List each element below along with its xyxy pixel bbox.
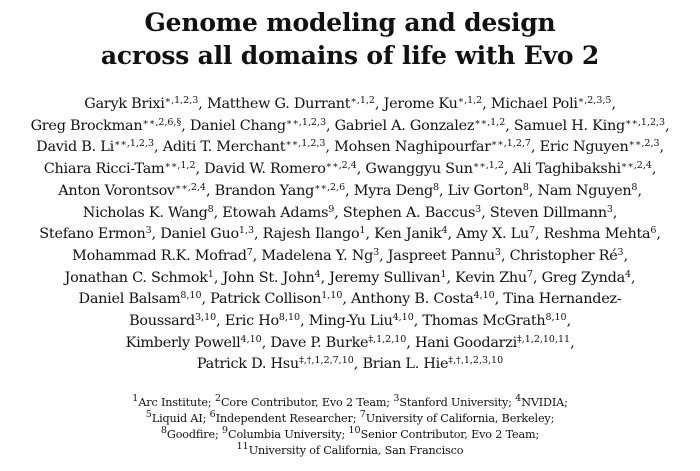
- affiliation-number: 3: [393, 393, 400, 405]
- author-line: [18, 116, 682, 138]
- author-name: Eric Ho: [224, 313, 279, 330]
- author: [261, 248, 387, 264]
- author-affiliation-marks: 7: [246, 246, 253, 258]
- author-name: Rajesh Ilango: [262, 226, 360, 243]
- author-separator: ,: [494, 291, 504, 308]
- author-separator: ,: [623, 247, 628, 264]
- author-affiliation-marks: 1: [440, 268, 447, 280]
- author-affiliation-marks: ∗,1,2: [457, 95, 483, 106]
- author-name: Garyk Brixi: [84, 96, 165, 112]
- author-affiliation-marks: 8,10: [180, 290, 202, 302]
- author-name: Brandon Yang: [214, 182, 315, 199]
- author-separator: ,: [342, 291, 352, 308]
- author-name: Nicholas K. Wang: [82, 204, 208, 221]
- author-separator: ,: [505, 117, 514, 134]
- affiliation-name: NVIDIA;: [521, 396, 568, 410]
- author-line: [18, 354, 682, 376]
- author: [540, 139, 664, 155]
- author-affiliation-marks: ∗∗,1,2: [472, 160, 504, 172]
- author-separator: ,: [213, 269, 223, 286]
- author: [215, 183, 354, 199]
- author-name: Tina Hernandez-: [503, 291, 622, 308]
- author-separator: ,: [530, 139, 540, 156]
- author-affiliation-marks: 8: [207, 203, 214, 215]
- affiliation-name: Goodfire;: [166, 427, 222, 441]
- author-name: Michael Poli: [490, 96, 578, 112]
- author-name: David B. Li: [36, 139, 114, 156]
- author-affiliation-marks: ∗∗,2,3: [628, 138, 660, 150]
- author-separator: ,: [320, 269, 330, 286]
- author: [384, 96, 491, 112]
- author-affiliation-marks: 8,10: [545, 312, 567, 324]
- author-line: [18, 289, 682, 311]
- author-separator: ,: [406, 334, 415, 351]
- author-separator: ,: [612, 204, 618, 221]
- author-separator: ,: [353, 356, 363, 373]
- author-separator: ,: [503, 161, 513, 178]
- author-affiliation-marks: 3: [475, 203, 482, 215]
- author-separator: ,: [252, 247, 262, 264]
- author: [388, 248, 510, 264]
- author-affiliation-marks: ∗,1,2,3: [164, 95, 199, 106]
- author-separator: ,: [154, 139, 163, 156]
- author-name: Christopher Ré: [509, 247, 618, 264]
- affiliation-line: [0, 395, 700, 411]
- author-name: Stefano Ermon: [39, 226, 146, 243]
- author-name: Patrick D. Hsu: [196, 356, 299, 373]
- author-affiliation-marks: ∗∗,1,2,3: [113, 138, 155, 150]
- author-separator: ,: [528, 182, 538, 199]
- author-line: [18, 203, 682, 225]
- author-affiliation-marks: ‡,†,1,2,7,10: [298, 355, 354, 367]
- author-separator: ,: [566, 313, 571, 330]
- author: [190, 118, 335, 134]
- author: [513, 161, 657, 177]
- author-name: Gabriel A. Gonzalez: [334, 117, 475, 134]
- author-name: Ming-Yu Liu: [308, 313, 393, 330]
- author-affiliation-marks: ∗∗,1,2: [474, 116, 506, 128]
- affiliation-name: Independent Researcher;: [215, 411, 360, 425]
- author-separator: ,: [413, 313, 423, 330]
- author-separator: ,: [261, 334, 271, 351]
- author-separator: ,: [195, 161, 205, 178]
- author-separator: ,: [254, 226, 263, 243]
- author-name: Stephen A. Baccus: [342, 204, 476, 221]
- paper-title: [0, 6, 700, 72]
- title-line: across all domains of life with Evo 2: [100, 41, 600, 70]
- author-name: Matthew G. Durrant: [206, 96, 351, 112]
- author-name: Myra Deng: [353, 182, 433, 199]
- author: [222, 205, 343, 221]
- author-affiliation-marks: 3: [617, 246, 624, 258]
- author-separator: ,: [481, 204, 490, 221]
- author-separator: ,: [570, 334, 575, 351]
- author-affiliation-marks: 1,10: [321, 290, 343, 302]
- author: [422, 313, 571, 329]
- author-name: Etowah Adams: [222, 204, 329, 221]
- author-separator: ,: [213, 204, 223, 221]
- author-name: Gwanggyu Sun: [365, 161, 473, 178]
- author-affiliation-marks: ∗∗,1,2,3: [285, 138, 326, 150]
- author-line: [18, 268, 682, 290]
- author: [334, 139, 540, 155]
- author-separator: ,: [631, 269, 636, 286]
- affiliation-number: 7: [359, 408, 366, 420]
- author-list: [18, 94, 682, 376]
- author: [351, 291, 503, 307]
- author-name: Brian L. Hie: [362, 356, 449, 373]
- author: [365, 161, 512, 177]
- author-separator: ,: [500, 247, 510, 264]
- affiliation-number: 8: [160, 424, 167, 436]
- author-separator: ,: [201, 291, 211, 308]
- author-separator: ,: [439, 182, 448, 199]
- affiliation-number: 10: [348, 424, 361, 436]
- author-name: Ali Taghibakshi: [512, 161, 621, 178]
- author-name: Ken Janik: [374, 226, 442, 243]
- author-name: Liv Gorton: [447, 182, 523, 199]
- author-separator: ,: [216, 313, 225, 330]
- author-name: Dave P. Burke: [270, 334, 369, 351]
- author-name: Anton Vorontsov: [58, 182, 175, 199]
- affiliation-name: Liquid AI;: [151, 411, 210, 425]
- affiliation-name: University of California, San Francisco: [248, 443, 464, 457]
- author: [354, 183, 448, 199]
- author-affiliation-marks: 4: [624, 268, 632, 280]
- author-affiliation-marks: 1: [207, 268, 214, 280]
- author: [129, 313, 225, 329]
- author-name: Boussard: [129, 313, 196, 330]
- author: [538, 183, 642, 199]
- affiliation-number: 11: [236, 440, 249, 452]
- author-separator: ,: [374, 96, 384, 112]
- author: [79, 291, 211, 307]
- author: [309, 313, 423, 329]
- author-affiliation-marks: 8: [432, 181, 440, 193]
- author: [65, 270, 223, 286]
- author-affiliation-marks: 4: [314, 268, 321, 280]
- author-line: [18, 311, 682, 333]
- affiliation-number: 2: [214, 393, 221, 405]
- affiliation-list: [0, 395, 700, 458]
- author: [39, 226, 160, 242]
- author-name: Patrick Collison: [210, 291, 322, 308]
- author-affiliation-marks: 4,10: [473, 290, 495, 302]
- author: [335, 118, 514, 134]
- author: [58, 183, 214, 199]
- author-separator: ,: [659, 139, 664, 156]
- author-affiliation-marks: 8,10: [278, 312, 301, 324]
- author-name: Kimberly Powell: [125, 334, 241, 351]
- author: [207, 96, 384, 112]
- author-affiliation-marks: ∗∗,2,4: [174, 181, 206, 193]
- affiliation-name: University of California, Berkeley;: [365, 411, 555, 425]
- author-separator: ,: [334, 204, 343, 221]
- author: [448, 183, 538, 199]
- author-separator: ,: [379, 247, 388, 264]
- author: [270, 335, 415, 351]
- author-separator: ,: [356, 161, 366, 178]
- author: [197, 356, 363, 372]
- author-affiliation-marks: ∗∗,1,2,7: [490, 138, 531, 150]
- author-affiliation-marks: 9: [328, 203, 335, 215]
- affiliation-number: 1: [132, 393, 139, 405]
- author-affiliation-marks: 4: [441, 225, 448, 237]
- author: [83, 205, 223, 221]
- affiliation-number: 4: [515, 393, 522, 405]
- author-affiliation-marks: 6: [650, 225, 657, 237]
- author-separator: ,: [482, 96, 491, 112]
- affiliation-name: Senior Contributor, Evo 2 Team;: [360, 427, 540, 441]
- author-separator: ,: [300, 313, 309, 330]
- author-name: Aditi T. Merchant: [162, 139, 286, 156]
- author-line: [18, 224, 682, 246]
- author-separator: ,: [656, 226, 661, 243]
- author-affiliation-marks: ‡,1,2,10,11: [516, 333, 571, 345]
- author-line: [18, 94, 682, 116]
- author: [31, 118, 190, 134]
- author-separator: ,: [637, 182, 642, 199]
- author: [126, 335, 271, 351]
- author: [542, 270, 636, 286]
- author-separator: ,: [447, 226, 457, 243]
- author-affiliation-marks: ∗∗,1,2,3: [624, 116, 666, 128]
- author-name: Jaspreet Pannu: [387, 247, 495, 264]
- author-affiliation-marks: 7: [526, 268, 533, 280]
- author-separator: ,: [446, 269, 456, 286]
- author-name: Nam Nguyen: [537, 182, 632, 199]
- author-name: Jerome Ku: [383, 96, 458, 112]
- author-affiliation-marks: 3,10: [195, 312, 217, 324]
- author-separator: ,: [345, 182, 354, 199]
- affiliation-line: [0, 424, 700, 443]
- author-name: Eric Nguyen: [539, 139, 629, 156]
- author: [263, 226, 374, 242]
- author-name: Greg Brockman: [30, 117, 143, 134]
- author-separator: ,: [325, 139, 335, 156]
- author-separator: ,: [665, 117, 670, 134]
- author-name: Jonathan C. Schmok: [64, 269, 208, 286]
- author-affiliation-marks: 4,10: [392, 312, 414, 324]
- author-affiliation-marks: ‡,1,2,10: [368, 333, 407, 345]
- author: [510, 248, 628, 264]
- author-name: Reshma Mehta: [543, 226, 651, 243]
- author-separator: ,: [326, 117, 335, 134]
- author-name: Anthony B. Costa: [351, 291, 474, 308]
- affiliation-number: 5: [145, 408, 152, 420]
- author-affiliation-marks: 3: [606, 203, 613, 215]
- author-name: Mohsen Naghipourfar: [334, 139, 491, 156]
- author-name: Daniel Chang: [189, 117, 286, 134]
- author-line: [18, 181, 682, 203]
- author: [343, 205, 490, 221]
- author-affiliation-marks: 4,10: [240, 333, 262, 345]
- author-name: Amy X. Lu: [456, 226, 529, 243]
- author-affiliation-marks: 7: [528, 225, 535, 237]
- author-name: Madelena Y. Ng: [261, 247, 374, 264]
- author: [163, 139, 334, 155]
- author-separator: ,: [651, 161, 657, 178]
- author-line: [18, 159, 682, 181]
- author-affiliation-marks: 3: [145, 225, 152, 237]
- author: [84, 96, 207, 112]
- author-line: [18, 246, 682, 268]
- title-line: Genome modeling and design: [144, 8, 556, 37]
- affiliation-number: 6: [209, 408, 216, 420]
- author-affiliation-marks: ∗∗,2,6: [314, 181, 346, 193]
- author: [225, 313, 309, 329]
- author: [36, 139, 163, 155]
- author: [514, 118, 670, 134]
- author-separator: ,: [205, 182, 215, 199]
- author-separator: ,: [532, 269, 542, 286]
- author-affiliation-marks: ∗,2,3,5: [577, 95, 612, 106]
- author-name: Hani Goodarzi: [414, 334, 517, 351]
- affiliation-line: [0, 440, 700, 459]
- author: [160, 226, 262, 242]
- author-affiliation-marks: 1: [359, 225, 366, 237]
- author-affiliation-marks: ∗∗,2,4: [620, 160, 652, 172]
- author-separator: ,: [534, 226, 544, 243]
- author-separator: ,: [198, 96, 207, 112]
- author: [490, 205, 617, 221]
- author: [329, 270, 455, 286]
- author: [544, 226, 661, 242]
- author: [222, 270, 329, 286]
- author: [503, 291, 621, 307]
- author-name: Thomas McGrath: [422, 313, 546, 330]
- author-affiliation-marks: ∗∗,2,6,§: [142, 116, 182, 128]
- author-separator: ,: [151, 226, 161, 243]
- author-affiliation-marks: ∗,1,2: [350, 95, 375, 106]
- author-affiliation-marks: ‡,†,1,2,3,10: [448, 355, 504, 367]
- author-name: Chiara Ricci-Tam: [43, 161, 165, 178]
- author-separator: ,: [365, 226, 375, 243]
- affiliation-name: Arc Institute;: [138, 396, 215, 410]
- author-line: [18, 137, 682, 159]
- author-affiliation-marks: ∗∗,1,2,3: [285, 116, 326, 128]
- author: [362, 356, 503, 372]
- author-affiliation-marks: 3: [373, 246, 380, 258]
- author-name: Mohammad R.K. Mofrad: [72, 247, 247, 264]
- author-affiliation-marks: ∗∗,1,2: [164, 160, 196, 172]
- affiliation-name: Core Contributor, Evo 2 Team;: [220, 396, 394, 410]
- author: [374, 226, 456, 242]
- author-name: Daniel Guo: [160, 226, 239, 243]
- author: [204, 161, 365, 177]
- author-name: Samuel H. King: [513, 117, 625, 134]
- author: [72, 248, 261, 264]
- author-name: Kevin Zhu: [455, 269, 527, 286]
- author-affiliation-marks: 8: [631, 181, 638, 193]
- author: [44, 161, 204, 177]
- author: [415, 335, 574, 351]
- affiliation-name: Stanford University;: [399, 396, 516, 410]
- author-line: [18, 333, 682, 355]
- author: [491, 96, 616, 112]
- author-affiliation-marks: 8: [522, 181, 529, 193]
- author: [455, 270, 541, 286]
- affiliation-name: Columbia University;: [228, 427, 349, 441]
- author-name: Jeremy Sullivan: [329, 269, 441, 286]
- author-separator: ,: [611, 96, 616, 112]
- author-separator: ,: [181, 117, 190, 134]
- author-name: Greg Zynda: [541, 269, 625, 286]
- author-name: David W. Romero: [204, 161, 326, 178]
- author-name: Steven Dillmann: [489, 204, 607, 221]
- author-affiliation-marks: 3: [494, 246, 501, 258]
- affiliation-number: 9: [222, 424, 229, 436]
- author-name: John St. John: [222, 269, 315, 286]
- author: [210, 291, 351, 307]
- author-name: Daniel Balsam: [78, 291, 181, 308]
- author-affiliation-marks: ∗∗,2,4: [325, 160, 357, 172]
- author: [456, 226, 543, 242]
- author-affiliation-marks: 1,3: [238, 225, 255, 237]
